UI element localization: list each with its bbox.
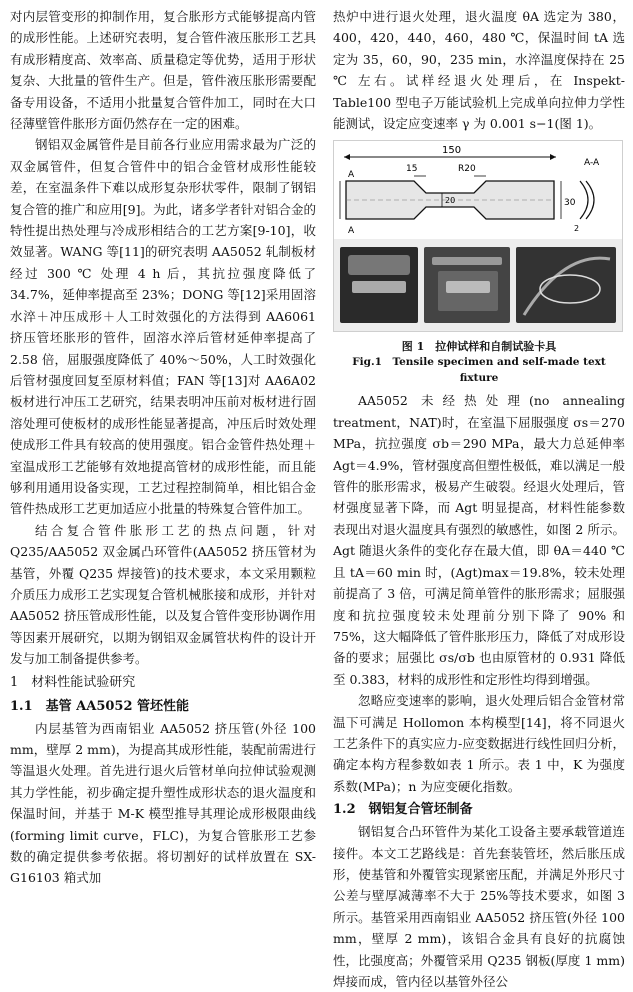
section-label-aa: A-A <box>584 158 600 169</box>
left-paragraph-4: 内层基管为西南铝业 AA5052 挤压管(外径 100 mm，壁厚 2 mm)，为提高其成形性能，装配前需进行等温退火处理。首先进行退火后管材单向拉伸试验观测其力学性能，初步确定提升塑性成形状态的退火温度和保温时间，并基于 M-K 模型推导其理论成形极限曲线(forming limit curve，FLC)，为复合管胀形工艺参数的确定提供参考依据。将切割好的试样放置在 SX-G16103 箱式加 <box>10 720 316 886</box>
section-mark-a-bottom: A <box>348 226 355 237</box>
left-paragraph-1: 对内层管变形的抑制作用，复合胀形方式能够提高内管的成形性能。上述研究表明，复合管件液压胀形工艺具有成形精度高、效率高、质量稳定等优势，适用于形状复杂、大批量的管件生产。但是，管件液压胀形需要配备专用设备，不适用小批量复合管件加工，同时在大口径薄壁管件胀形方面仍然存在一定的困难。 <box>10 9 316 132</box>
dim-20-center: 20 <box>445 196 456 206</box>
photo-strip <box>334 239 622 331</box>
dim-thickness: 2 <box>574 224 580 234</box>
specimen-drawing <box>334 141 622 239</box>
dim-length: 150 <box>442 145 462 157</box>
section-mark-a-top: A <box>348 170 355 181</box>
right-paragraph-1: 热炉中进行退火处理，退火温度 θA 选定为 380，400，420，440，460，480 ℃，保温时间 tA 选定为 35，60，90，235 min，水淬温度保持在 25 ℃ 左右。试样经退火处理后，在 Inspekt-Table100 型电子万能试验机上完成单向拉伸力学性能测试，设定应变速率 γ 为 0.001 s−1(图 1)。 <box>333 9 625 132</box>
right-paragraph-2: AA5052 未经热处理(no annealing treatment，NAT)时，在室温下屈服强度 σs＝270 MPa，抗拉强度 σb＝290 MPa，最大力总延伸率 Agt＝4.9%，管材强度高但塑性极低，难以满足一般管件的胀形需求，极易产生破裂。经退火处理后，管材强度显著下降，而 Agt 明显提高，材料性能参数表现出对退火温度具有强烈的敏感性，如图 2 所示。Agt 随退火条件的变化存在最大值，即 θA＝440 ℃ 且 tA＝60 min 时，(Agt)max＝19.8%，较未处理前提高了 3 倍，可满足简单管件的胀形需求；屈服强度和抗拉强度较未处理前分别下降了 90% 和 75%，这大幅降低了管件胀形压力，降低了对成形设备的要求；屈强比 σs/σb 也由原管材的 0.931 降低至 0.383，材料的成形性和定形性均得到增强。 <box>333 393 625 687</box>
left-paragraph-3: 结合复合管件胀形工艺的热点问题，针对 Q235/AA5052 双金属凸环管件(AA5052 挤压管材为基管，外覆 Q235 焊接管)的技术要求，本文采用颗粒介质压力成形工艺实现复合管机械胀接和成形，并针对 AA5052 挤压管成形性能，以及复合管件变形协调作用等因素开展研究，以期为钢铝双金属管状构件的设计开发与加工制备提供参考。 <box>10 522 316 667</box>
right-paragraph-3: 忽略应变速率的影响，退火处理后铝合金管材常温下可满足 Hollomon 本构模型[14]，将不同退火工艺条件下的真实应力-应变数据进行线性回归分析，确定本构方程参数如表 1 所示。表 1 中，K 为强度系数(MPa)；n 为应变硬化指数。 <box>333 693 625 794</box>
dim-15: 15 <box>406 164 418 175</box>
figure-1 <box>333 140 625 386</box>
left-paragraph-2: 钢铝双金属管件是目前各行业应用需求最为广泛的双金属管件，但复合管件中的铝合金管材成形性能较差，在室温条件下难以成形复杂形状零件，限制了钢铝复合管的推广和应用[9]。为此，诸多学者针对铝合金的特性提出热处理与冷成形相结合的工艺方案[9-10]，收效显著。WANG 等[11]的研究表明 AA5052 轧制板材经过 300 ℃ 处理 4 h 后，其抗拉强度降低了 34.7%，延伸率提高至 23%；DONG 等[12]采用固溶水淬＋冲压成形＋人工时效强化的方法得到 AA6061 挤压管坯胀形的管件，固溶水淬后管材延伸率提高了 2.58 倍，屈服强度降低了 40%～50%，人工时效强化后管材强度回复至原材料值；FAN 等[13]对 AA6A02 板材进行冲压工艺研究，结果表明冲压前对板材进行固溶处理可使板材的成形性能显著提高，冲压后时效处理使成形工件具有较高的使用强度。铝合金管件热处理＋室温成形工艺能够有效地提高管材的成形性能，而且能够利用通用设备实现，工艺过程控制简单，相比铝合金管件热成形工艺更加适应小批量的特殊复合管件加工。 <box>10 137 316 517</box>
figure-1-image <box>333 140 623 332</box>
section-1-heading: 1 材料性能试验研究 <box>10 674 136 690</box>
figure-caption-en-2: fixture <box>459 372 499 385</box>
dim-r20: R20 <box>458 164 476 175</box>
left-column <box>10 6 316 889</box>
section-1-2-heading: 1.2 钢铝复合管坯制备 <box>333 802 473 818</box>
figure-1-svg <box>334 141 622 331</box>
figure-caption-cn: 图 1 拉伸试样和自制试验卡具 <box>401 340 557 354</box>
right-paragraph-4: 钢铝复合凸环管件为某化工设备主要承载管道连接件。本文工艺路线是：首先套装管坯，然后胀压成形，使基管和外覆管实现紧密压配，并满足外形尺寸公差与壁厚减薄率不大于 25%等技术要求，如图 3 所示。基管采用西南铝业 AA5052 挤压管(外径 100 mm，壁厚 2 mm)，该铝合金具有良好的抗腐蚀性，比强度高；外覆管采用 Q235 钢板(厚度 1 mm)焊接而成，管内径以基管外径公 <box>333 824 625 989</box>
section-1-1-heading: 1.1 基管 AA5052 管坯性能 <box>10 698 190 714</box>
right-column <box>333 6 625 992</box>
dim-30-right: 30 <box>564 198 576 209</box>
figure-caption-en-1: Fig.1 Tensile specimen and self-made text <box>352 356 606 369</box>
